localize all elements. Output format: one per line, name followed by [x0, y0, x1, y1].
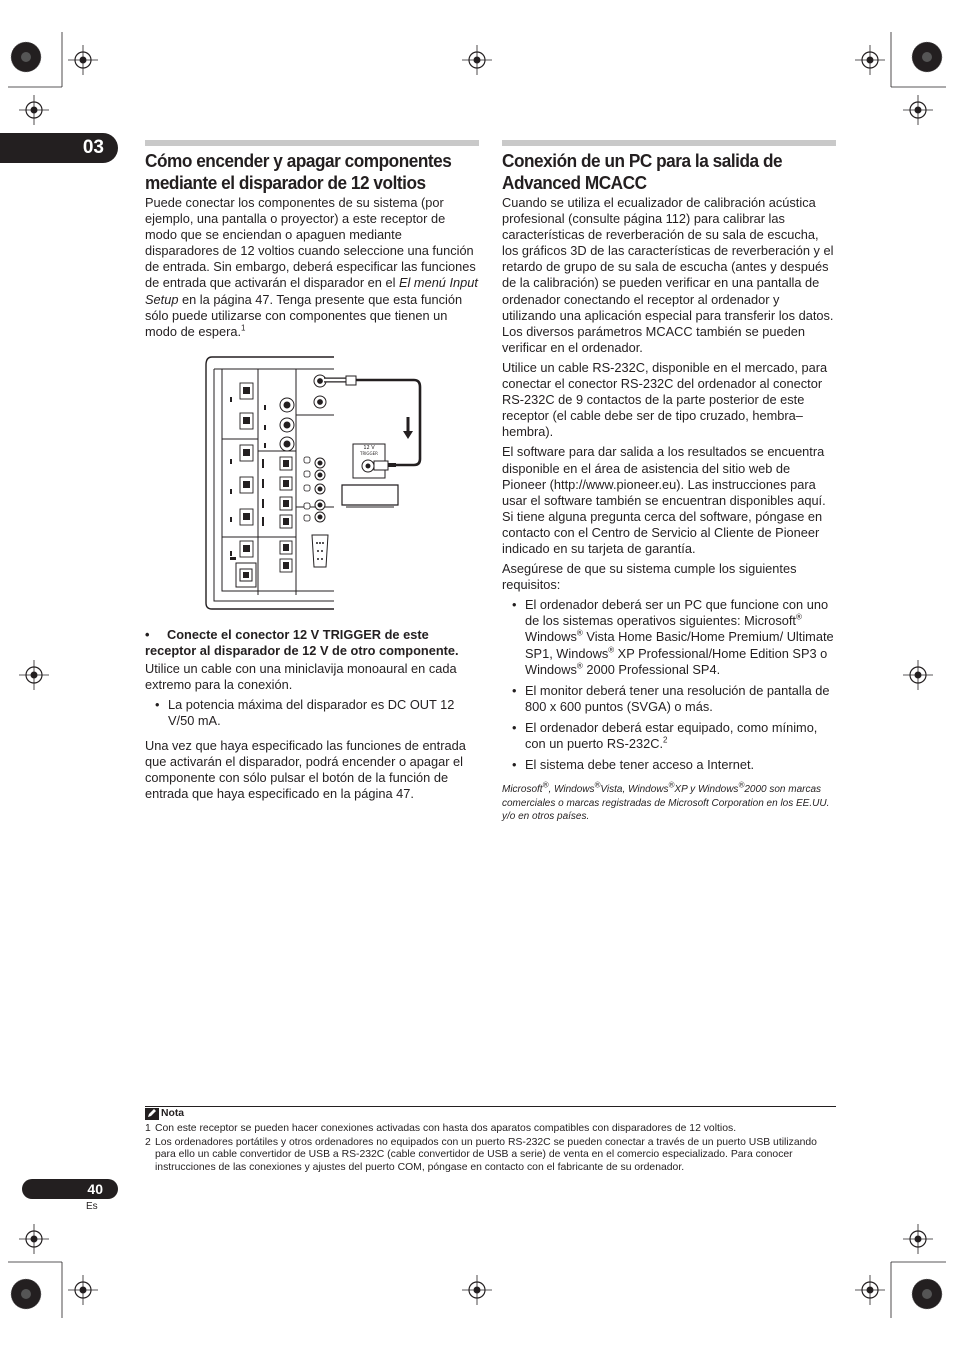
chapter-tab: 03	[0, 133, 118, 163]
step-detail: Utilice un cable con una miniclavija monoaural en cada extremo para la conexión.	[145, 661, 457, 693]
list-item: • La potencia máxima del disparador es DC OUT 12 V/50 mA.	[145, 697, 479, 729]
note-pencil-icon	[145, 1108, 159, 1120]
section-rule-right	[502, 140, 836, 146]
footnote-ref-1: 1	[241, 323, 246, 333]
intro-menu-ref: El menú Input Setup	[145, 275, 478, 307]
left-closing-paragraph: Una vez que haya especificado las funciones de entrada que activarán el disparador, podrá encender o apagar el componente con sólo pulsar el botón de la función de entrada que haya especificado en la página 47.	[145, 737, 466, 801]
svg-text:12 V: 12 V	[363, 445, 375, 451]
requirements-list	[502, 597, 836, 773]
requirement-internet: • El sistema debe tener acceso a Internet.	[502, 757, 836, 773]
intro-part1: Puede conectar los componentes de su sistema (por ejemplo, una pantalla o proyector) a este receptor de modo que se enciendan o apaguen mediante disparadores de 12 voltios cuando seleccione una función de entrada. Sin embargo, deberá especificar las funciones de entrada que activarán el disparador en el	[145, 195, 476, 291]
section-rule-left	[145, 140, 479, 146]
section-title-mcacc: Conexión de un PC para la salida de Advanced MCACC	[502, 150, 783, 193]
step-instruction: Conecte el conector 12 V TRIGGER de este receptor al disparador de 12 V de otro componente.	[145, 627, 459, 659]
left-step-block	[145, 627, 479, 806]
notes-heading: Nota	[161, 1108, 185, 1119]
step-bullet: •	[145, 627, 150, 642]
right-body	[502, 195, 836, 828]
page-number-tab: 40	[22, 1179, 118, 1199]
intro-part2: en la página 47. Tenga presente que esta función sólo puede utilizarse con componentes que tienen un modo de espera.	[145, 291, 463, 339]
paragraph: Cuando se utiliza el ecualizador de calibración acústica profesional (consulte página 112) para calibrar las características de reverberación de su sala de escucha, los gráficos 3D de las características de reverberación y el retardo de grupo de su sala de escucha (antes y después de la calibración) se pueden verificar en una pantalla de ordenador conectando el receptor al ordenador y utilizando una aplicación especial para transferir los datos. Los diversos parámetros MCACC también se pueden verificar en el ordenador.	[502, 195, 834, 355]
left-intro	[145, 195, 479, 344]
trademark-notice: Microsoft®, Windows®Vista, Windows®XP y Windows®2000 son marcas comerciales o marcas registradas de Microsoft Corporation en los EE.UU. y/o en otros países.	[502, 780, 830, 823]
requirement-os: • El ordenador deberá ser un PC que funcione con uno de los sistemas operativos siguientes: Microsoft® Windows® Vista Home Basic/Home Premium/ Ultimate SP1, Windows® XP Professional/Home Edition SP3 o Windows® 2000 Professional SP4.	[502, 597, 836, 677]
notes-rule	[145, 1106, 836, 1107]
notes-section	[145, 1108, 836, 1174]
section-title-trigger: Cómo encender y apagar componentes mediante el disparador de 12 voltios	[145, 150, 452, 193]
footnote-ref-2: 2	[663, 735, 668, 745]
paragraph: Utilice un cable RS-232C, disponible en el mercado, para conectar el conector RS-232C del ordenador al conector RS-232C de 9 contactos de la parte posterior de este receptor (el cable debe ser de tipo cruzado, hembra–hembra).	[502, 359, 828, 440]
svg-text:TRIGGER: TRIGGER	[360, 451, 378, 456]
footnote-item: 1 Con este receptor se pueden hacer conexiones activadas con hasta dos aparatos compatibles con disparadores de 12 voltios.	[145, 1123, 737, 1135]
requirement-monitor: • El monitor deberá tener una resolución de pantalla de 800 x 600 puntos (SVGA) o más.	[502, 683, 836, 715]
footnote-item: 2 Los ordenadores portátiles y otros ordenadores no equipados con un puerto RS-232C se pueden conectar a través de un puerto USB utilizando para ello un cable convertidor de USB a RS-232C (cable convertidor de USB a serie) de venta en el comercio especializado. Para conocer instrucciones de las conexiones y ajustes del puerto COM, póngase en contacto con el fabricante de su ordenador.	[145, 1136, 817, 1173]
paragraph: Asegúrese de que su sistema cumple los siguientes requisitos:	[502, 561, 797, 593]
step-bullets	[145, 697, 479, 729]
requirement-rs232c: • El ordenador deberá estar equipado, como mínimo, con un puerto RS-232C.$^2$	[502, 720, 836, 752]
language-code: Es	[86, 1201, 98, 1212]
rear-panel-illustration	[200, 355, 430, 613]
paragraph: El software para dar salida a los resultados se encuentra disponible en el área de asistencia del sitio web de Pioneer (http://www.pioneer.eu). Las instrucciones para usar el software también se encuentran disponibles aquí. Si tiene alguna pregunta cerca del software, póngase en contacto con el Centro de Servicio al Cliente de Pioneer indicado en su tarjeta de garantía.	[502, 444, 826, 556]
